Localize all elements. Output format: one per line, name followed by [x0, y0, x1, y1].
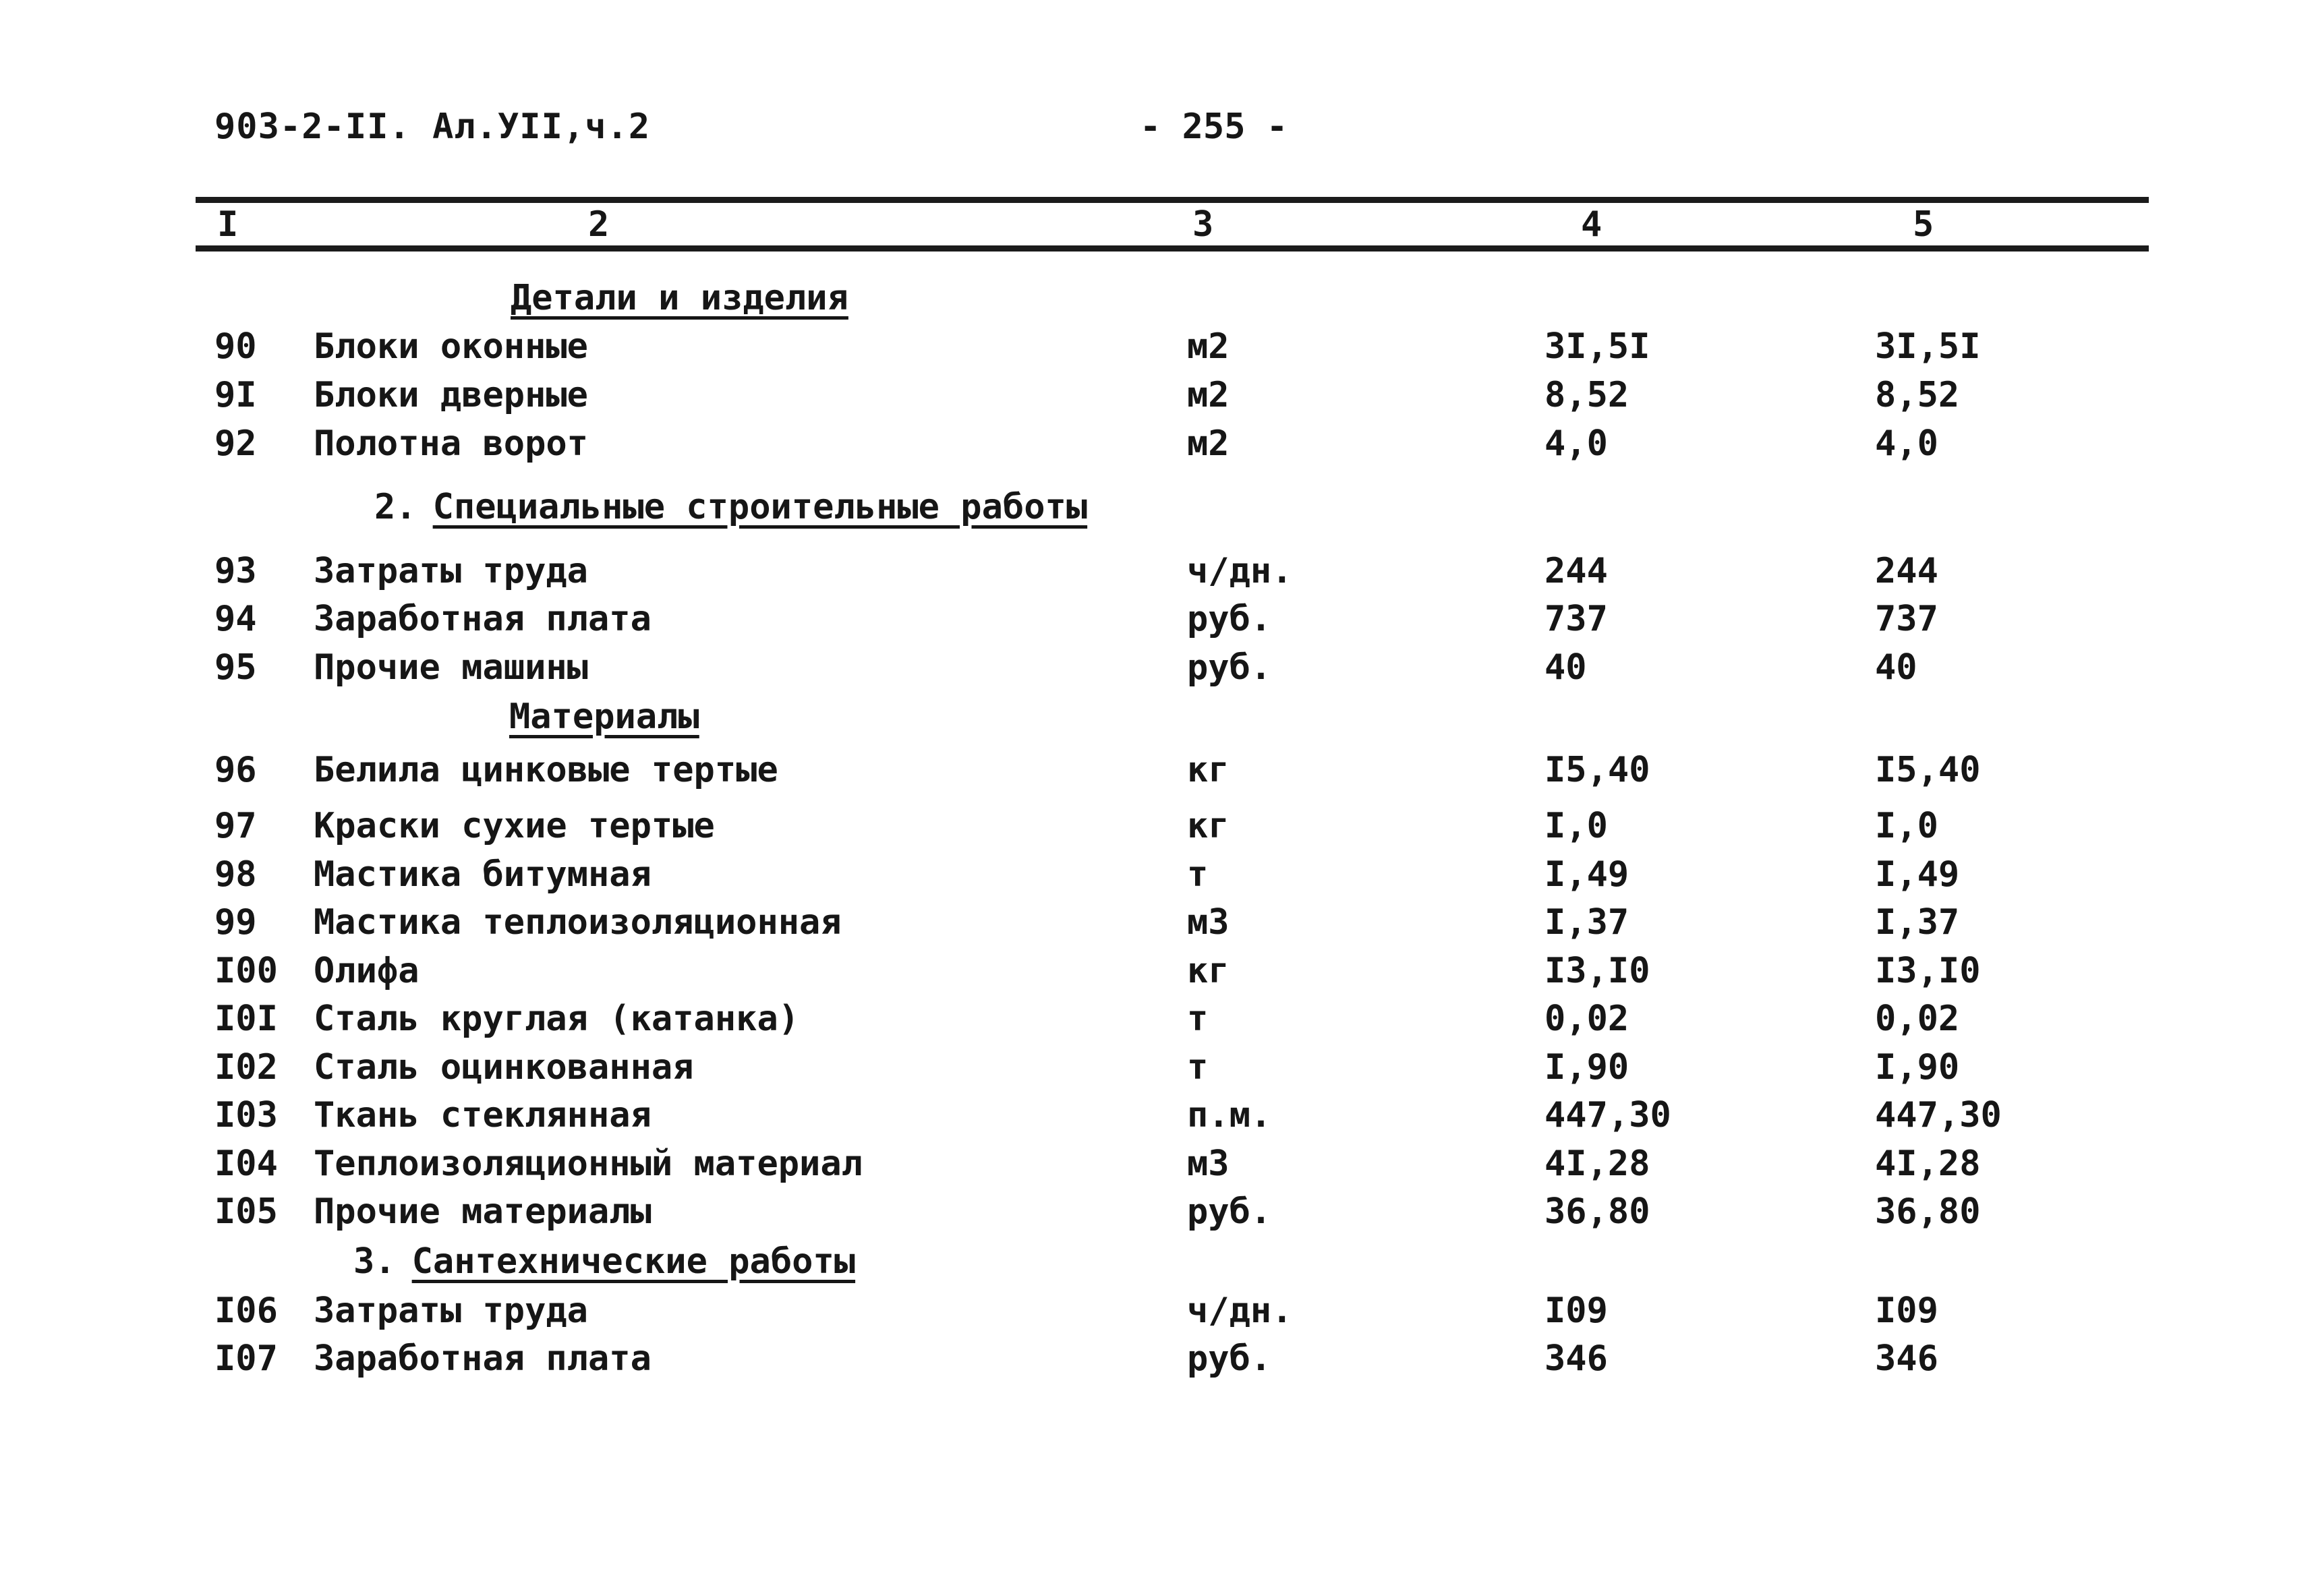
row-name: Теплоизоляционный материал: [314, 1144, 863, 1184]
row-value-col4: 36,80: [1544, 1191, 1650, 1232]
table-row: [0, 1291, 2312, 1335]
row-value-col4: 447,30: [1544, 1095, 1671, 1135]
row-value-col4: 346: [1544, 1338, 1608, 1379]
row-value-col4: 737: [1544, 599, 1608, 639]
table-row: [0, 854, 2312, 899]
table-row: [0, 1338, 2312, 1383]
row-number: I05: [214, 1191, 278, 1232]
row-unit: м2: [1187, 326, 1230, 367]
section-number: 3.: [353, 1241, 396, 1282]
row-value-col4: I,0: [1544, 806, 1608, 846]
row-value-col5: I,90: [1875, 1047, 1960, 1088]
row-number: 94: [214, 599, 257, 639]
row-value-col4: 4I,28: [1544, 1144, 1650, 1184]
column-header-5: 5: [1913, 204, 1934, 245]
page-number: - 255 -: [1140, 107, 1288, 147]
row-number: I02: [214, 1047, 278, 1088]
section-heading-plumbing-works: [353, 1241, 855, 1282]
table-row: [0, 999, 2312, 1043]
row-name: Сталь круглая (катанка): [314, 999, 800, 1039]
row-unit: п.м.: [1187, 1095, 1272, 1135]
row-unit: м2: [1187, 423, 1230, 464]
row-number: 96: [214, 750, 257, 790]
row-name: Блоки дверные: [314, 375, 588, 415]
row-name: Олифа: [314, 951, 420, 991]
row-number: 99: [214, 902, 257, 943]
row-name: Сталь оцинкованная: [314, 1047, 694, 1088]
document-id: 903-2-II. Ал.УII,ч.2: [214, 107, 651, 147]
table-header-bottom-rule: [196, 245, 2149, 252]
section-title: Материалы: [509, 697, 699, 737]
row-value-col5: 244: [1875, 551, 1938, 591]
section-number: 2.: [374, 487, 417, 527]
row-value-col5: 0,02: [1875, 999, 1960, 1039]
row-value-col4: 40: [1544, 647, 1587, 688]
row-number: I06: [214, 1291, 278, 1331]
column-header-4: 4: [1581, 204, 1602, 245]
row-value-col4: I,37: [1544, 902, 1629, 943]
row-value-col5: 4,0: [1875, 423, 1938, 464]
table-row: [0, 750, 2312, 794]
row-value-col4: 8,52: [1544, 375, 1629, 415]
table-row: [0, 326, 2312, 371]
row-value-col5: 40: [1875, 647, 1917, 688]
row-name: Ткань стеклянная: [314, 1095, 652, 1135]
row-name: Затраты труда: [314, 1291, 588, 1331]
row-name: Мастика битумная: [314, 854, 652, 895]
row-unit: кг: [1187, 951, 1230, 991]
row-value-col5: 4I,28: [1875, 1144, 1981, 1184]
row-number: 98: [214, 854, 257, 895]
row-value-col5: 36,80: [1875, 1191, 1981, 1232]
row-name: Мастика теплоизоляционная: [314, 902, 842, 943]
row-value-col4: 4,0: [1544, 423, 1608, 464]
table-row: [0, 806, 2312, 850]
row-value-col5: I,49: [1875, 854, 1960, 895]
row-unit: руб.: [1187, 647, 1272, 688]
section-heading-materials: [509, 697, 699, 737]
row-value-col4: 3I,5I: [1544, 326, 1650, 367]
row-number: 93: [214, 551, 257, 591]
row-value-col4: I5,40: [1544, 750, 1650, 790]
row-unit: м3: [1187, 902, 1230, 943]
row-unit: т: [1187, 1047, 1209, 1088]
row-value-col5: 3I,5I: [1875, 326, 1981, 367]
row-value-col5: I,0: [1875, 806, 1938, 846]
row-number: I04: [214, 1144, 278, 1184]
row-value-col4: I,49: [1544, 854, 1629, 895]
row-value-col4: I09: [1544, 1291, 1608, 1331]
row-number: I07: [214, 1338, 278, 1379]
table-row: [0, 902, 2312, 947]
row-value-col5: 737: [1875, 599, 1938, 639]
section-heading-details: [511, 278, 848, 318]
column-header-3: 3: [1192, 204, 1214, 245]
row-value-col5: I,37: [1875, 902, 1960, 943]
row-name: Заработная плата: [314, 599, 652, 639]
row-number: 95: [214, 647, 257, 688]
row-value-col4: I,90: [1544, 1047, 1629, 1088]
row-name: Прочие машины: [314, 647, 588, 688]
row-unit: руб.: [1187, 1338, 1272, 1379]
row-name: Заработная плата: [314, 1338, 652, 1379]
row-value-col4: 244: [1544, 551, 1608, 591]
section-heading-special-works: [374, 487, 1087, 527]
row-name: Белила цинковые тертые: [314, 750, 778, 790]
column-header-2: 2: [588, 204, 610, 245]
row-unit: кг: [1187, 750, 1230, 790]
row-name: Блоки оконные: [314, 326, 588, 367]
table-row: [0, 423, 2312, 468]
row-name: Полотна ворот: [314, 423, 588, 464]
row-value-col5: I09: [1875, 1291, 1938, 1331]
row-number: 9I: [214, 375, 257, 415]
row-number: I03: [214, 1095, 278, 1135]
row-value-col5: 8,52: [1875, 375, 1960, 415]
row-number: 97: [214, 806, 257, 846]
row-value-col4: I3,I0: [1544, 951, 1650, 991]
row-value-col5: I3,I0: [1875, 951, 1981, 991]
row-unit: т: [1187, 999, 1209, 1039]
section-title: Сантехнические работы: [411, 1241, 856, 1282]
row-unit: руб.: [1187, 599, 1272, 639]
row-value-col4: 0,02: [1544, 999, 1629, 1039]
row-value-col5: I5,40: [1875, 750, 1981, 790]
table-row: [0, 551, 2312, 595]
table-row: [0, 375, 2312, 419]
row-value-col5: 447,30: [1875, 1095, 2002, 1135]
section-title: Детали и изделия: [511, 278, 848, 318]
row-unit: м3: [1187, 1144, 1230, 1184]
row-number: I0I: [214, 999, 278, 1039]
table-top-rule: [196, 197, 2149, 203]
row-unit: т: [1187, 854, 1209, 895]
table-row: [0, 1144, 2312, 1188]
table-row: [0, 647, 2312, 692]
column-header-1: I: [217, 204, 239, 245]
row-name: Затраты труда: [314, 551, 588, 591]
section-title: Специальные строительные работы: [432, 487, 1088, 527]
row-unit: м2: [1187, 375, 1230, 415]
row-name: Прочие материалы: [314, 1191, 652, 1232]
row-unit: руб.: [1187, 1191, 1272, 1232]
row-unit: ч/дн.: [1187, 1291, 1293, 1331]
row-number: 92: [214, 423, 257, 464]
row-unit: кг: [1187, 806, 1230, 846]
row-name: Краски сухие тертые: [314, 806, 715, 846]
row-unit: ч/дн.: [1187, 551, 1293, 591]
row-number: 90: [214, 326, 257, 367]
row-number: I00: [214, 951, 278, 991]
table-row: [0, 599, 2312, 643]
table-row: [0, 1191, 2312, 1236]
row-value-col5: 346: [1875, 1338, 1938, 1379]
table-row: [0, 951, 2312, 995]
table-row: [0, 1095, 2312, 1140]
table-row: [0, 1047, 2312, 1092]
